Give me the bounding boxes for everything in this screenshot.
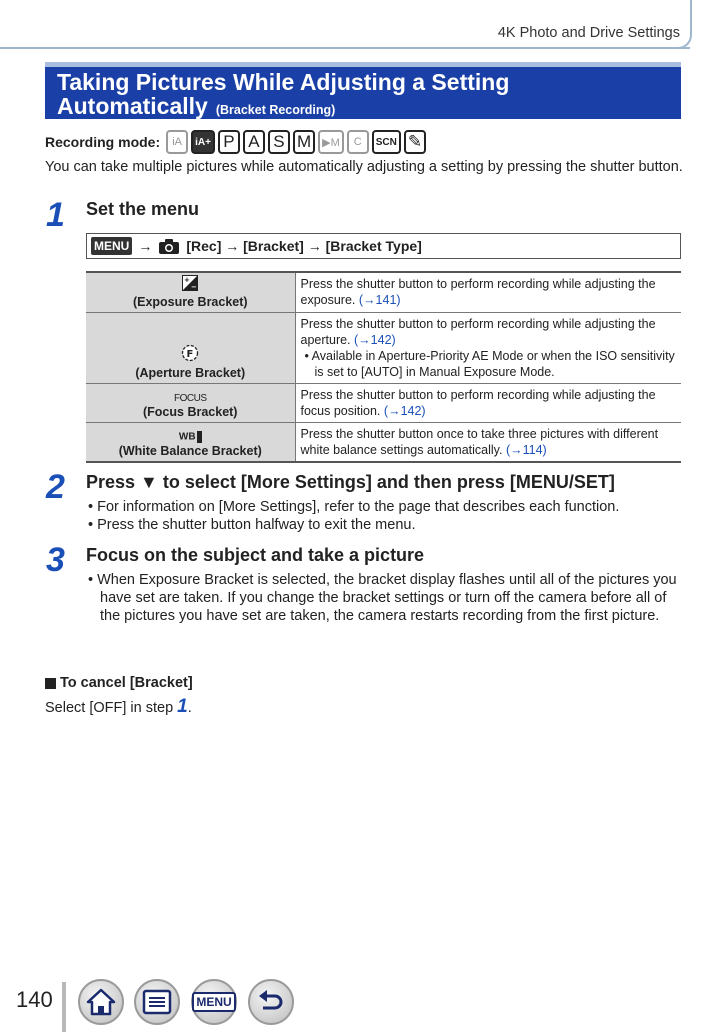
cancel-heading-text: To cancel [Bracket] <box>60 675 193 691</box>
back-icon <box>257 990 285 1014</box>
wb-icon-text: WB <box>178 431 196 443</box>
intelligent-auto-plus-icon: iA+ <box>191 130 215 154</box>
bracket-type-cell <box>86 313 295 384</box>
cancel-text-end: . <box>187 700 192 716</box>
list-item: • When Exposure Bracket is selected, the bracket display flashes until all of the pictures you have set are taken. If you change the bracket settings or turn off the camera before all of the pictures you have set are taken, the camera restarts recording from the first picture. <box>88 572 677 624</box>
page-title-line2 <box>57 94 669 122</box>
bracket-type-cell <box>86 423 295 463</box>
footer-divider <box>62 982 66 1032</box>
page-title-bar <box>45 62 681 119</box>
description-cell <box>295 313 681 384</box>
cancel-text-body: Select [OFF] in step <box>45 700 178 716</box>
table-row <box>86 384 681 423</box>
step-2-title: Press ▼ to select [More Settings] and then press [MENU/SET] <box>86 472 615 492</box>
step-3-title: Focus on the subject and take a picture <box>86 545 425 565</box>
step-1-title: Set the menu <box>86 199 200 219</box>
bracket-type-cell <box>86 272 295 313</box>
exposure-bracket-icon <box>90 275 291 294</box>
menu-arrow: → <box>138 238 153 254</box>
page-number: 140 <box>16 987 53 1012</box>
header-rule <box>0 47 690 49</box>
camera-icon <box>158 238 180 255</box>
custom-mode-icon: C <box>347 130 369 154</box>
intro-text: You can take multiple pictures while automatically adjusting a setting by pressing the shutter button. <box>45 159 683 175</box>
note-text: • Available in Aperture-Priority AE Mode or when the ISO sensitivity is set to [AUTO] in Manual Exposure Mode. <box>304 349 675 379</box>
step-3-bullets <box>88 571 678 625</box>
table-row <box>86 272 681 313</box>
description-text: Press the shutter button to perform recording while adjusting the aperture. <box>300 317 656 347</box>
recording-mode-label: Recording mode: <box>45 134 161 150</box>
menu-icon: MENU <box>91 237 132 255</box>
shutter-mode-icon: S <box>268 130 290 154</box>
list-item: • Press the shutter button halfway to exit the menu. <box>88 517 416 533</box>
step-1-number: 1 <box>46 196 65 234</box>
description-cell <box>295 272 681 313</box>
page-title-line1: Taking Pictures While Adjusting a Setting <box>57 69 510 95</box>
bracket-type-table <box>86 271 681 463</box>
cancel-heading <box>45 675 193 691</box>
exposure-bracket-label: (Exposure Bracket) <box>132 295 248 309</box>
table-row <box>86 423 681 463</box>
menu-path-text: [Rec] → [Bracket] → [Bracket Type] <box>186 238 422 254</box>
cancel-text <box>45 696 192 718</box>
page-title-line2-text: Automatically <box>57 93 208 119</box>
aperture-bracket-icon <box>90 344 291 365</box>
page-link[interactable]: (→142) <box>354 333 396 347</box>
list-icon <box>142 989 172 1015</box>
square-bullet-icon <box>45 678 56 689</box>
svg-text:F: F <box>186 349 194 360</box>
menu-list-button[interactable] <box>191 979 237 1025</box>
step-1-ref: 1 <box>177 696 188 717</box>
white-balance-bracket-icon <box>90 431 291 443</box>
section-title[interactable]: 4K Photo and Drive Settings <box>497 25 680 41</box>
aperture-bracket-label: (Aperture Bracket) <box>135 366 246 380</box>
description-text: Press the shutter button to perform recording while adjusting the exposure. <box>300 277 656 307</box>
page-link[interactable]: (→142) <box>383 404 426 418</box>
focus-bracket-icon: FOCUS <box>174 393 207 404</box>
aperture-mode-icon: A <box>243 130 265 154</box>
white-balance-bracket-label: (White Balance Bracket) <box>118 444 262 458</box>
recording-mode-row <box>45 128 426 156</box>
program-mode-icon: P <box>218 130 240 154</box>
manual-mode-icon: M <box>293 130 315 154</box>
step-3-number: 3 <box>46 541 65 579</box>
description-text: Press the shutter button to perform recording while adjusting the focus position. <box>300 388 656 418</box>
home-button[interactable] <box>78 979 124 1025</box>
page-link[interactable]: (→141) <box>358 293 401 307</box>
svg-text:−: − <box>191 283 198 291</box>
scene-mode-icon: SCN <box>372 130 401 154</box>
page-subtitle: (Bracket Recording) <box>215 103 336 117</box>
page-link[interactable]: (→114) <box>505 443 547 457</box>
back-button[interactable] <box>248 979 294 1025</box>
intelligent-auto-icon: iA <box>166 130 188 154</box>
description-text: Press the shutter button once to take three pictures with different white balance settings automatically. <box>300 427 659 457</box>
focus-bracket-label: (Focus Bracket) <box>143 405 238 419</box>
description-cell <box>295 423 681 463</box>
table-row <box>86 313 681 384</box>
home-icon <box>86 988 116 1016</box>
list-item: • For information on [More Settings], refer to the page that describes each function. <box>88 499 620 515</box>
bracket-type-cell <box>86 384 295 423</box>
svg-text:+: + <box>184 276 191 284</box>
menu-button-label: MENU <box>192 992 235 1012</box>
description-cell <box>295 384 681 423</box>
menu-path <box>86 233 681 259</box>
step-2-number: 2 <box>46 468 65 506</box>
step-2-bullets <box>88 498 683 534</box>
creative-video-icon: ▶M <box>318 130 344 154</box>
mode-icons <box>166 130 426 154</box>
creative-control-icon: ✎ <box>404 130 426 154</box>
contents-button[interactable] <box>134 979 180 1025</box>
